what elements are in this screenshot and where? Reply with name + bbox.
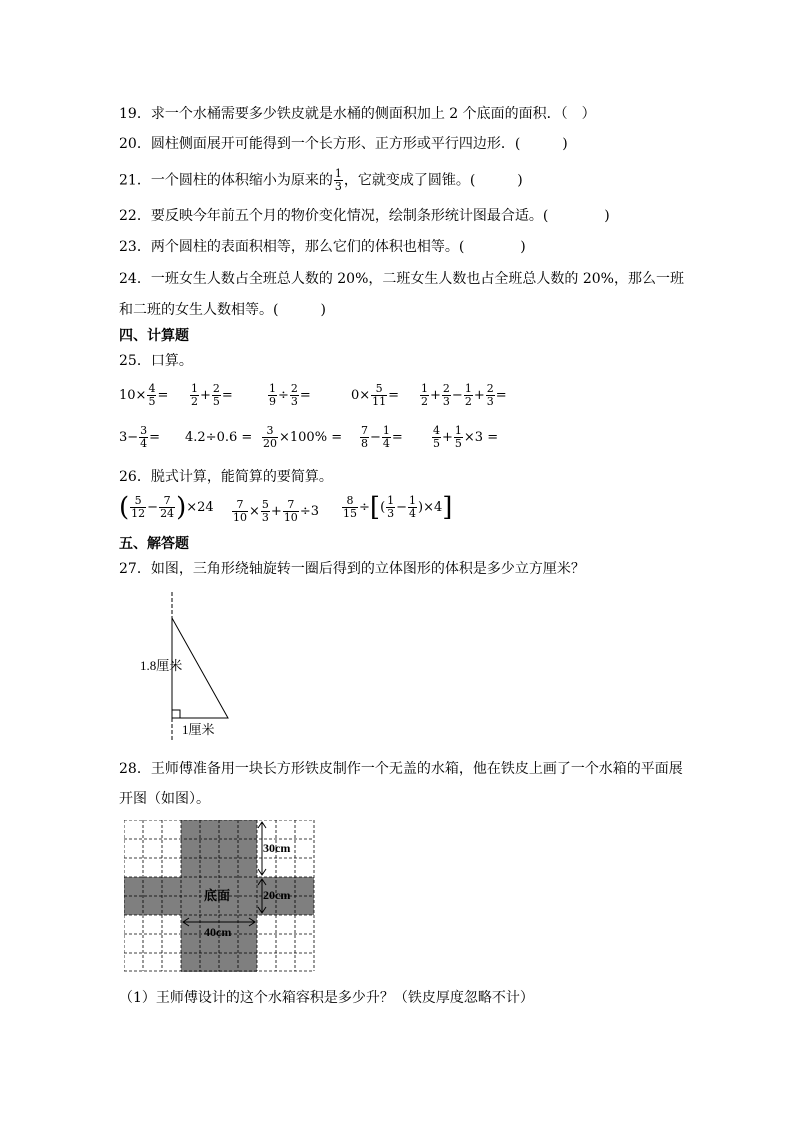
numerator: 1: [334, 167, 342, 180]
question-21-text: 21．一个圆柱的体积缩小为原来的: [119, 172, 333, 189]
label-40cm: 40cm: [204, 925, 232, 939]
triangle-rotation-figure: [140, 590, 260, 742]
question-28-line-1: 28．王师傅准备用一块长方形铁皮制作一个无盖的水箱，他在铁皮上画了一个水箱的平面展: [119, 761, 683, 777]
expression-3: $\frac{8}{15}$ ÷[( $\frac{1}{3}$ − $\frac{1}{4}$ )×4]: [343, 492, 453, 523]
oral-calc-row-2: [119, 425, 679, 455]
height-label: 1.8厘米: [140, 658, 183, 673]
box-net-grid: [124, 820, 316, 972]
oral-calc-item: 4.2÷0.6 =: [185, 430, 253, 445]
oral-calc-item: $\frac{3}{20}$ ×100% =: [263, 424, 343, 450]
oral-calc-item: $\frac{4}{5}$ + $\frac{1}{5}$ ×3 =: [433, 424, 499, 450]
oral-calc-item: $\frac{1}{2}$ + $\frac{2}{5}$ =: [191, 382, 233, 408]
oral-calc-item: $\frac{1}{2}$ + $\frac{2}{3}$ − $\frac{1}{2}$ + $\frac{2}{3}$ =: [421, 382, 507, 408]
label-20cm: 20cm: [263, 888, 291, 902]
question-23: 23．两个圆柱的表面积相等，那么它们的体积也相等。( ): [119, 239, 526, 255]
question-28-line-2: 开图（如图）。: [119, 791, 210, 807]
fraction: [334, 168, 343, 193]
expression-row: [119, 492, 679, 529]
question-20: 20．圆柱侧面展开可能得到一个长方形、正方形或平行四边形．( ): [119, 136, 568, 152]
base-label: 1厘米: [182, 722, 215, 737]
section-heading-calculation: 四、计算题: [119, 328, 189, 344]
expression-1: ( $\frac{5}{12}$ − $\frac{7}{24}$ )×24: [119, 492, 214, 523]
oral-calc-item: 10× $\frac{4}{5}$ =: [119, 382, 169, 408]
question-21-text-end: ，它就变成了圆锥。( ): [343, 172, 523, 189]
label-30cm: 30cm: [263, 841, 291, 855]
oral-calc-item: $\frac{1}{9}$ ÷ $\frac{2}{3}$ =: [269, 382, 311, 408]
question-25-title: 25．口算。: [119, 353, 193, 369]
oral-calc-row-1: [119, 383, 679, 413]
question-26-title: 26．脱式计算，能简算的要简算。: [119, 469, 333, 485]
question-24-line-2: 和二班的女生人数相等。( ): [119, 302, 326, 318]
question-24-line-1: 24．一班女生人数占全班总人数的 20%，二班女生人数也占全班总人数的 20%，那么一班: [119, 271, 684, 287]
question-27: 27．如图，三角形绕轴旋转一圈后得到的立体图形的体积是多少立方厘米？: [119, 561, 585, 577]
right-angle-mark: [172, 710, 180, 718]
oral-calc-item: 0× $\frac{5}{11}$ =: [351, 382, 400, 408]
question-21: [119, 168, 523, 193]
question-19: 19．求一个水桶需要多少铁皮就是水桶的侧面积加上 2 个底面的面积．（ ）: [119, 106, 596, 122]
denominator: 3: [334, 180, 342, 193]
question-22: 22．要反映今年前五个月的物价变化情况，绘制条形统计图最合适。( ): [119, 208, 610, 224]
section-heading-answers: 五、解答题: [119, 536, 189, 552]
oral-calc-item: $\frac{7}{8}$ − $\frac{1}{4}$ =: [361, 424, 403, 450]
oral-calc-item: 3− $\frac{3}{4}$ =: [119, 424, 161, 450]
expression-2: $\frac{7}{10}$ × $\frac{5}{3}$ + $\frac{7}{10}$ ÷3: [233, 498, 319, 524]
label-bottom-face: 底面: [204, 888, 231, 903]
question-28-sub-1: （1）王师傅设计的这个水箱容积是多少升？（铁皮厚度忽略不计）: [119, 990, 534, 1006]
